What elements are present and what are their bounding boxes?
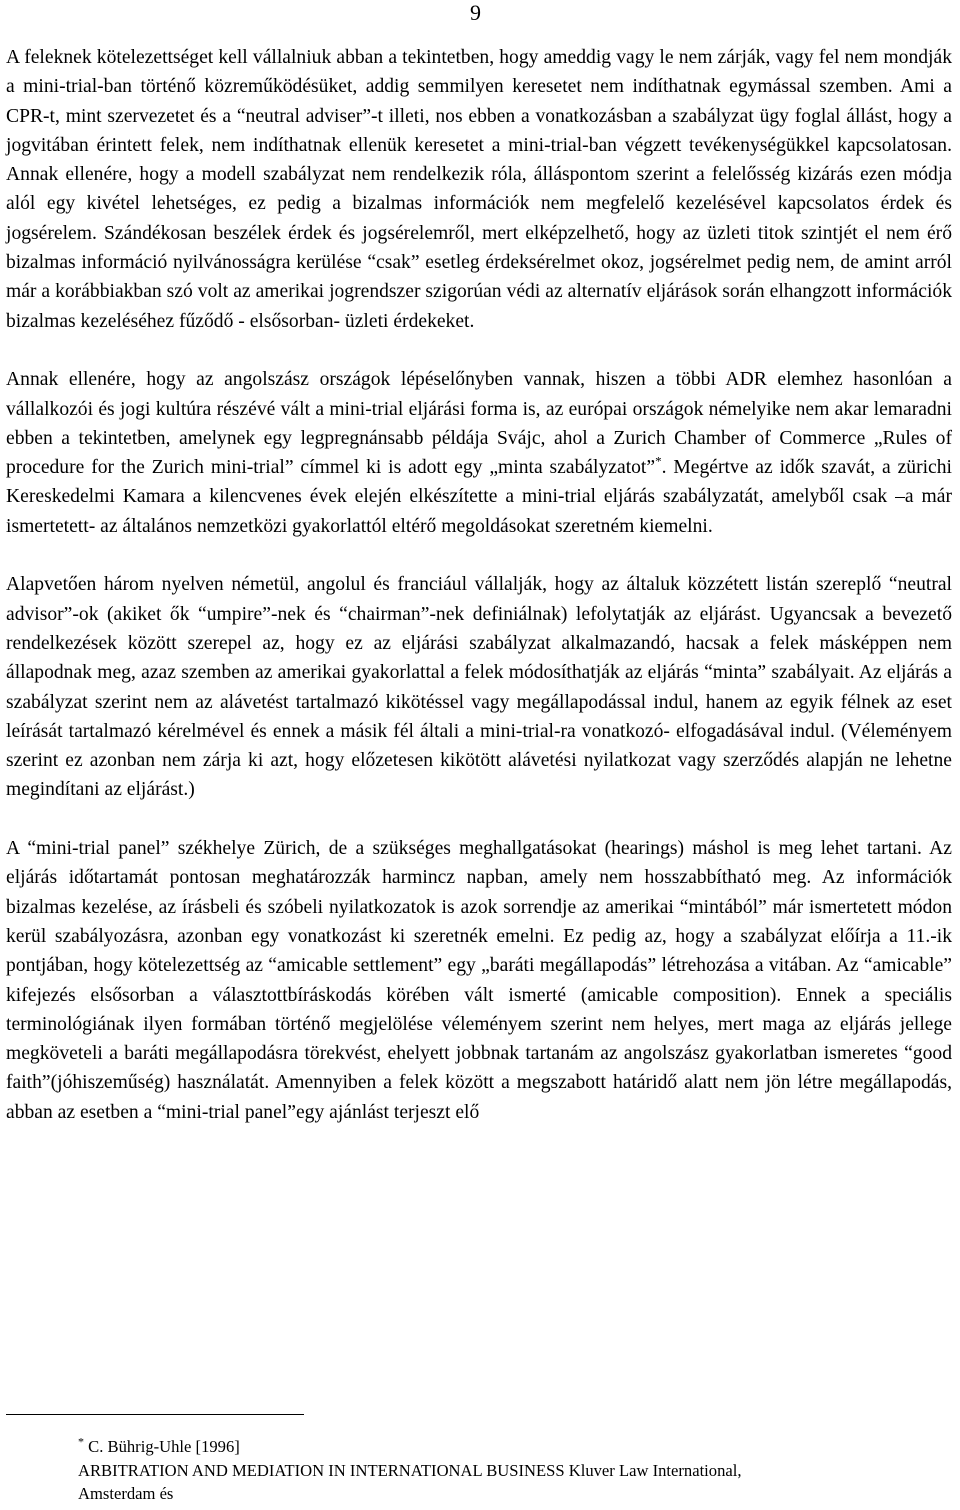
footnote-marker: * <box>78 1434 84 1449</box>
paragraph-3: Alapvetően három nyelven németül, angolul és franciául vállalják, hogy az általuk közzétett listán szereplő “neutral advisor”-ok (akiket ők “umpire”-nek és “chairman”-nek definiálnak) lefolytatják az eljárást. Ugyancsak a bevezető rendelkezések között szerepel az, hogy ez az eljárási szabályzat alkalmazandó, hacsak a felek másképpen nem állapodnak meg, azaz szemben az amerikai gyakorlattal a felek módosíthatják az eljárás “minta” szabályait. Az eljárás a szabályzat szerint nem az alávetést tartalmazó kikötéssel vagy megállapodással indul, hanem az egyik félnek az eset leírását tartalmazó kérelmével és ennek a másik fél általi a mini-trial-ra vonatkozó- elfogadásával indul. (Véleményem szerint ez azonban nem zárja ki azt, hogy előzetesen kikötött alávetési nyilatkozat vagy szerződés alapján ne lehetne megindítani az eljárást.) <box>6 574 952 801</box>
footnote-line-3: Amsterdam és <box>78 1484 174 1503</box>
footnote-citation-author: C. Bührig-Uhle [1996] <box>88 1437 240 1456</box>
footnote-line-1 <box>78 1435 948 1459</box>
paragraph-2-text-after: . Megértve az idők szavát, a zürichi Kereskedelmi Kamara a kilencvenes évek elején elkészítette a mini-trial eljárás szabályzatát, amelyből csak –a már ismertetett- az általános nemzetközi gyakorlattól eltérő megoldásokat szeretném kiemelni. <box>6 457 952 537</box>
page-number: 9 <box>470 0 481 25</box>
footnote-reference-marker[interactable]: * <box>655 453 662 469</box>
paragraph-4: A “mini-trial panel” székhelye Zürich, de a szükséges meghallgatásokat (hearings) máshol is meg lehet tartani. Az eljárás időtartamát pontosan meghatározzák harmincz napban, amely nem hosszabbítható meg. Az információk bizalmas kezelése, az írásbeli és szóbeli nyilatkozatok is azok sorrendje az amerikai “mintából” már ismertetett módon kerül szabályozásra, azonban egy vonatkozást ki szeretnék emelni. Ez pedig az, hogy a szabályzat előírja a 11.-ik pontjában, hogy kötelezettség az “amicable settlement” egy „baráti megállapodás” létrehozása a vitában. Az “amicable” kifejezés elsősorban a választottbíráskodás körében vált ismerté (amicable composition). Ennek a speciális terminológiának ilyen formában történő megjelölése véleményem szerint nem helyes, mert maga az eljárás jellege megköveteli a baráti megállapodásra törekvést, ehelyett jobbnak tartanám az angolszász gyakorlatban ismeretes “good faith”(jóhiszeműség) használatát. Amennyiben a felek között a megszabott határidő alatt nem jön létre megállapodás, abban az esetben a “mini-trial panel”egy ajánlást terjeszt elő <box>6 838 952 1123</box>
document-body <box>6 43 952 1127</box>
paragraph-2-text-before: Annak ellenére, hogy az angolszász országok lépéselőnyben vannak, hiszen a többi ADR elemhez hasonlóan a vállalkozói és jogi kultúra részévé vált a mini-trial eljárási forma is, az európai országok némelyike nem akar lemaradni ebben a tekintetben, amelynek egy legpregnánsabb példája Svájc, ahol a Zurich Chamber of Commerce „Rules of procedure for the Zurich mini-trial” címmel ki is adott egy „minta szabályzatot” <box>6 369 952 479</box>
paragraph-1: A feleknek kötelezettséget kell vállalniuk abban a tekintetben, hogy ameddig vagy le nem zárják, vagy fel nem mondják a mini-trial-ban történő közreműködésüket, addig semmilyen keresetet nem indíthatnak egymással szemben. Ami a CPR-t, mint szervezetet és a “neutral adviser”-t illeti, nos ebben a vonatkozásban a szabályzat ügy foglal állást, hogy a jogvitában érintett felek, nem indíthatnak ellenük keresetet a mini-trial-ban végzett tevékenységükkel kapcsolatosan. Annak ellenére, hogy a modell szabályzat nem rendelkezik róla, álláspontom szerint a felelősség kizárás ezen módja alól egy kivétel lehetséges, ez pedig a bizalmas információk nem megfelelő kezelésével kapcsolatos érdek és jogsérelem. Szándékosan beszélek érdek és jogsérelemről, mert elképzelhető, hogy az üzleti titok szintjét el nem érő bizalmas információ nyilvánosságra kerülése “csak” esetleg érdeksérelmet okoz, jogsérelmet pedig nem, de amint arról már a korábbiakban szó volt az amerikai jogrendszer szigorúan védi az alternatív eljárások során elhangzott információk bizalmas kezeléséhez fűződő - elsősorban- üzleti érdekeket. <box>6 47 952 332</box>
footnote-separator <box>6 1414 304 1415</box>
footnote-line-2: ARBITRATION AND MEDIATION IN INTERNATIONAL BUSINESS Kluver Law International, <box>78 1460 742 1480</box>
paragraph-2 <box>6 365 952 541</box>
footnote <box>78 1435 948 1506</box>
